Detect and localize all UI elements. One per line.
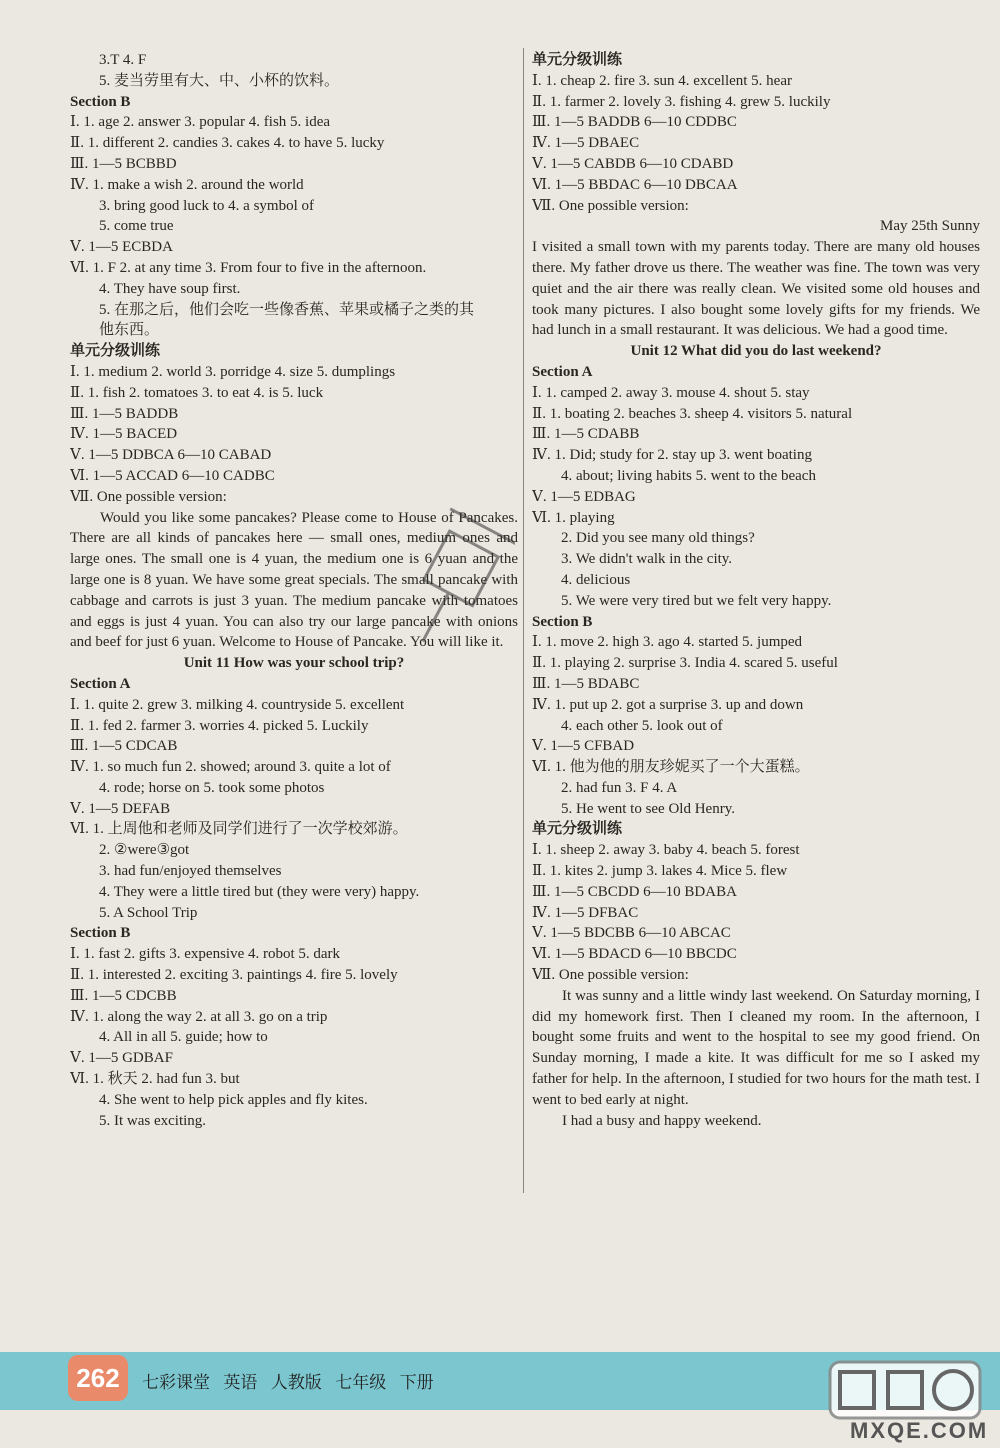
right-answers-top	[532, 50, 980, 237]
answer-line: Ⅵ. 1—5 BDACD 6—10 BBCDC	[532, 946, 737, 963]
answer-line: Unit 11 How was your school trip?	[183, 655, 405, 672]
answer-line: Ⅴ. 1—5 CABDB 6—10 CDABD	[532, 155, 734, 172]
answer-line: Ⅲ. 1—5 BADDB 6—10 CDDBC	[532, 114, 737, 131]
answer-line: Ⅴ. 1—5 EDBAG	[532, 488, 636, 505]
page-number: 262	[68, 1355, 128, 1401]
answer-line: 3. had fun/enjoyed themselves	[99, 863, 282, 880]
column-divider	[523, 48, 524, 1193]
answer-line: 3.T 4. F	[99, 52, 147, 68]
answer-line: 5. 麦当劳里有大、中、小杯的饮料。	[99, 72, 340, 89]
answer-line: Ⅳ. 1—5 DFBAC	[532, 904, 639, 921]
answer-line: 4. All in all 5. guide; how to	[99, 1029, 268, 1046]
answer-line: Ⅱ. 1. fish 2. tomatoes 3. to eat 4. is 5. luck	[70, 384, 324, 401]
answer-line: Ⅴ. 1—5 GDBAF	[70, 1050, 173, 1067]
answer-line: 4. They were a little tired but (they were very) happy.	[99, 883, 420, 900]
answer-line: 单元分级训练	[532, 52, 623, 68]
answer-line: 4. They have soup first.	[99, 280, 241, 297]
answer-line: 2. had fun 3. F 4. A	[561, 779, 678, 796]
answer-line: 5. It was exciting.	[99, 1112, 207, 1129]
answer-line: 4. about; living habits 5. went to the beach	[561, 467, 816, 484]
answer-line: Ⅶ. One possible version:	[532, 197, 689, 214]
answer-line: 5. come true	[99, 218, 174, 235]
answer-line: Section B	[532, 613, 593, 630]
answer-line: 5. He went to see Old Henry.	[561, 800, 735, 817]
answer-line: Section A	[532, 363, 593, 380]
answer-line: Ⅲ. 1—5 BADDB	[70, 405, 179, 422]
answer-line: Ⅰ. 1. medium 2. world 3. porridge 4. size 5. dumplings	[70, 363, 396, 380]
answer-line: Ⅱ. 1. playing 2. surprise 3. India 4. scared 5. useful	[532, 655, 838, 672]
answer-line: Ⅶ. One possible version:	[70, 488, 227, 505]
answer-line: Ⅲ. 1—5 BDABC	[532, 675, 640, 692]
answer-line: 他东西。	[99, 322, 160, 339]
answer-line: 2. ②were③got	[99, 842, 190, 859]
answer-line: Ⅵ. 1—5 BBDAC 6—10 DBCAA	[532, 176, 738, 193]
answer-line: Ⅴ. 1—5 CFBAD	[532, 738, 635, 755]
answer-line: 5. 在那之后，他们会吃一些像香蕉、苹果或橘子之类的其	[99, 301, 475, 318]
answer-line: Ⅰ. 1. quite 2. grew 3. milking 4. countryside 5. excellent	[70, 696, 405, 713]
site-watermark-text: MXQE.COM	[850, 1418, 989, 1443]
answer-line: Ⅱ. 1. interested 2. exciting 3. paintings 4. fire 5. lovely	[70, 967, 398, 984]
answer-line: 2. Did you see many old things?	[561, 530, 755, 547]
answer-line: Section B	[70, 93, 131, 110]
answer-line: Ⅰ. 1. age 2. answer 3. popular 4. fish 5. idea	[70, 114, 331, 131]
answer-line: May 25th Sunny	[879, 218, 980, 235]
answer-line: Ⅱ. 1. boating 2. beaches 3. sheep 4. visitors 5. natural	[532, 405, 853, 422]
left-answers-top	[70, 50, 518, 508]
pancake-essay: Would you like some pancakes? Please come to House of Pancakes. There are all kinds of pancakes here — small ones, medium ones and large ones. The small one is 4 yuan, the medium one is 6 yuan and the large one is 8 yuan. We have some great specials. The small pancake with cabbage and carrots is just 3 yuan. The medium pancake with tomatoes and eggs is just 4 yuan. You can also try our large pancake with onions and beef for just 6 yuan. Welcome to House of Pancake. You will like it.	[70, 509, 518, 651]
answer-line: 单元分级训练	[532, 821, 623, 838]
answer-line: 单元分级训练	[70, 343, 161, 360]
answer-line: Ⅴ. 1—5 ECBDA	[70, 239, 173, 256]
answer-line: Ⅴ. 1—5 DDBCA 6—10 CABAD	[70, 447, 272, 464]
answer-line: 5. We were very tired but we felt very happy.	[561, 592, 832, 609]
stamp-watermark	[395, 500, 515, 670]
answer-line: Ⅲ. 1—5 CDCAB	[70, 738, 178, 755]
right-answers-unit12	[532, 341, 980, 986]
answer-line: 4. delicious	[561, 571, 631, 588]
answer-line: Ⅳ. 1—5 DBAEC	[532, 135, 640, 152]
answer-line: Ⅲ. 1—5 CDCBB	[70, 987, 177, 1004]
right-column	[532, 50, 980, 1131]
answer-line: Ⅱ. 1. farmer 2. lovely 3. fishing 4. grew 5. luckily	[532, 93, 831, 110]
answer-line: Ⅲ. 1—5 BCBBD	[70, 155, 177, 172]
answer-line: Ⅴ. 1—5 BDCBB 6—10 ABCAC	[532, 925, 731, 942]
answer-line: Ⅵ. 1. F 2. at any time 3. From four to five in the afternoon.	[70, 259, 427, 276]
answer-line: Ⅵ. 1. 上周他和老师及同学们进行了一次学校郊游。	[70, 821, 408, 838]
answer-line: Ⅶ. One possible version:	[532, 967, 689, 984]
answer-line: Ⅵ. 1—5 ACCAD 6—10 CADBC	[70, 467, 275, 484]
answer-line: Ⅰ. 1. cheap 2. fire 3. sun 4. excellent 5. hear	[532, 72, 792, 89]
left-answers-unit11	[70, 653, 518, 1131]
book-title: 七彩课堂 英语 人教版 七年级 下册	[142, 1373, 434, 1393]
answer-line: Ⅰ. 1. fast 2. gifts 3. expensive 4. robot 5. dark	[70, 946, 341, 963]
answer-line: Ⅳ. 1. Did; study for 2. stay up 3. went boating	[532, 447, 812, 464]
answer-line: 3. bring good luck to 4. a symbol of	[99, 197, 314, 214]
answer-line: Ⅳ. 1. put up 2. got a surprise 3. up and down	[532, 696, 804, 713]
answer-line: Ⅳ. 1—5 BACED	[70, 426, 178, 443]
answer-line: Ⅴ. 1—5 DEFAB	[70, 800, 171, 817]
answer-line: Section A	[70, 675, 131, 692]
answer-line: Ⅱ. 1. fed 2. farmer 3. worries 4. picked 5. Luckily	[70, 717, 369, 734]
answer-line: Ⅵ. 1. 他为他的朋友珍妮买了一个大蛋糕。	[532, 759, 810, 776]
answer-line: Ⅱ. 1. different 2. candies 3. cakes 4. to have 5. lucky	[70, 135, 385, 152]
answer-line: 3. We didn't walk in the city.	[561, 551, 733, 568]
answer-line: 4. rode; horse on 5. took some photos	[99, 779, 325, 796]
answer-line: Unit 12 What did you do last weekend?	[630, 343, 882, 360]
answer-line: Ⅵ. 1. playing	[532, 509, 615, 526]
answer-line: Ⅱ. 1. kites 2. jump 3. lakes 4. Mice 5. flew	[532, 863, 788, 880]
answer-line: Ⅳ. 1. so much fun 2. showed; around 3. quite a lot of	[70, 759, 391, 776]
town-diary: I visited a small town with my parents today. There are many old houses there. My father drove us there. The weather was fine. The town was very quiet and the air there was really clean. We visited some old houses and took many pictures. I also bought some lovely gifts for my friends. We had lunch in a small restaurant. It was delicious. We had a good time.	[532, 239, 980, 339]
answer-line: 4. She went to help pick apples and fly kites.	[99, 1091, 368, 1108]
answer-line: Ⅲ. 1—5 CBCDD 6—10 BDABA	[532, 883, 737, 900]
answer-line: 4. each other 5. look out of	[561, 717, 723, 734]
answer-line: Ⅵ. 1. 秋天 2. had fun 3. but	[70, 1071, 240, 1088]
answer-line: Ⅳ. 1. along the way 2. at all 3. go on a trip	[70, 1008, 328, 1025]
answer-line: Section B	[70, 925, 131, 942]
weekend-essay: It was sunny and a little windy last weekend. On Saturday morning, I did my homework first. Then I cleaned my room. In the afternoon, I bought some fruits and went to the hospital to see my good friend. On Sunday morning, I made a kite. It was difficult for me so I asked my father for help. In the afternoon, I studied for two hours for the math test. I went to bed early at night. I had a busy and happy weekend.	[532, 987, 980, 1129]
answer-line: Ⅳ. 1. make a wish 2. around the world	[70, 176, 304, 193]
answer-line: Ⅰ. 1. sheep 2. away 3. baby 4. beach 5. forest	[532, 842, 800, 859]
answer-line: Ⅲ. 1—5 CDABB	[532, 426, 640, 443]
answer-line: Ⅰ. 1. move 2. high 3. ago 4. started 5. jumped	[532, 634, 803, 651]
answer-line: Ⅰ. 1. camped 2. away 3. mouse 4. shout 5. stay	[532, 384, 810, 401]
answer-line: 5. A School Trip	[99, 904, 198, 921]
